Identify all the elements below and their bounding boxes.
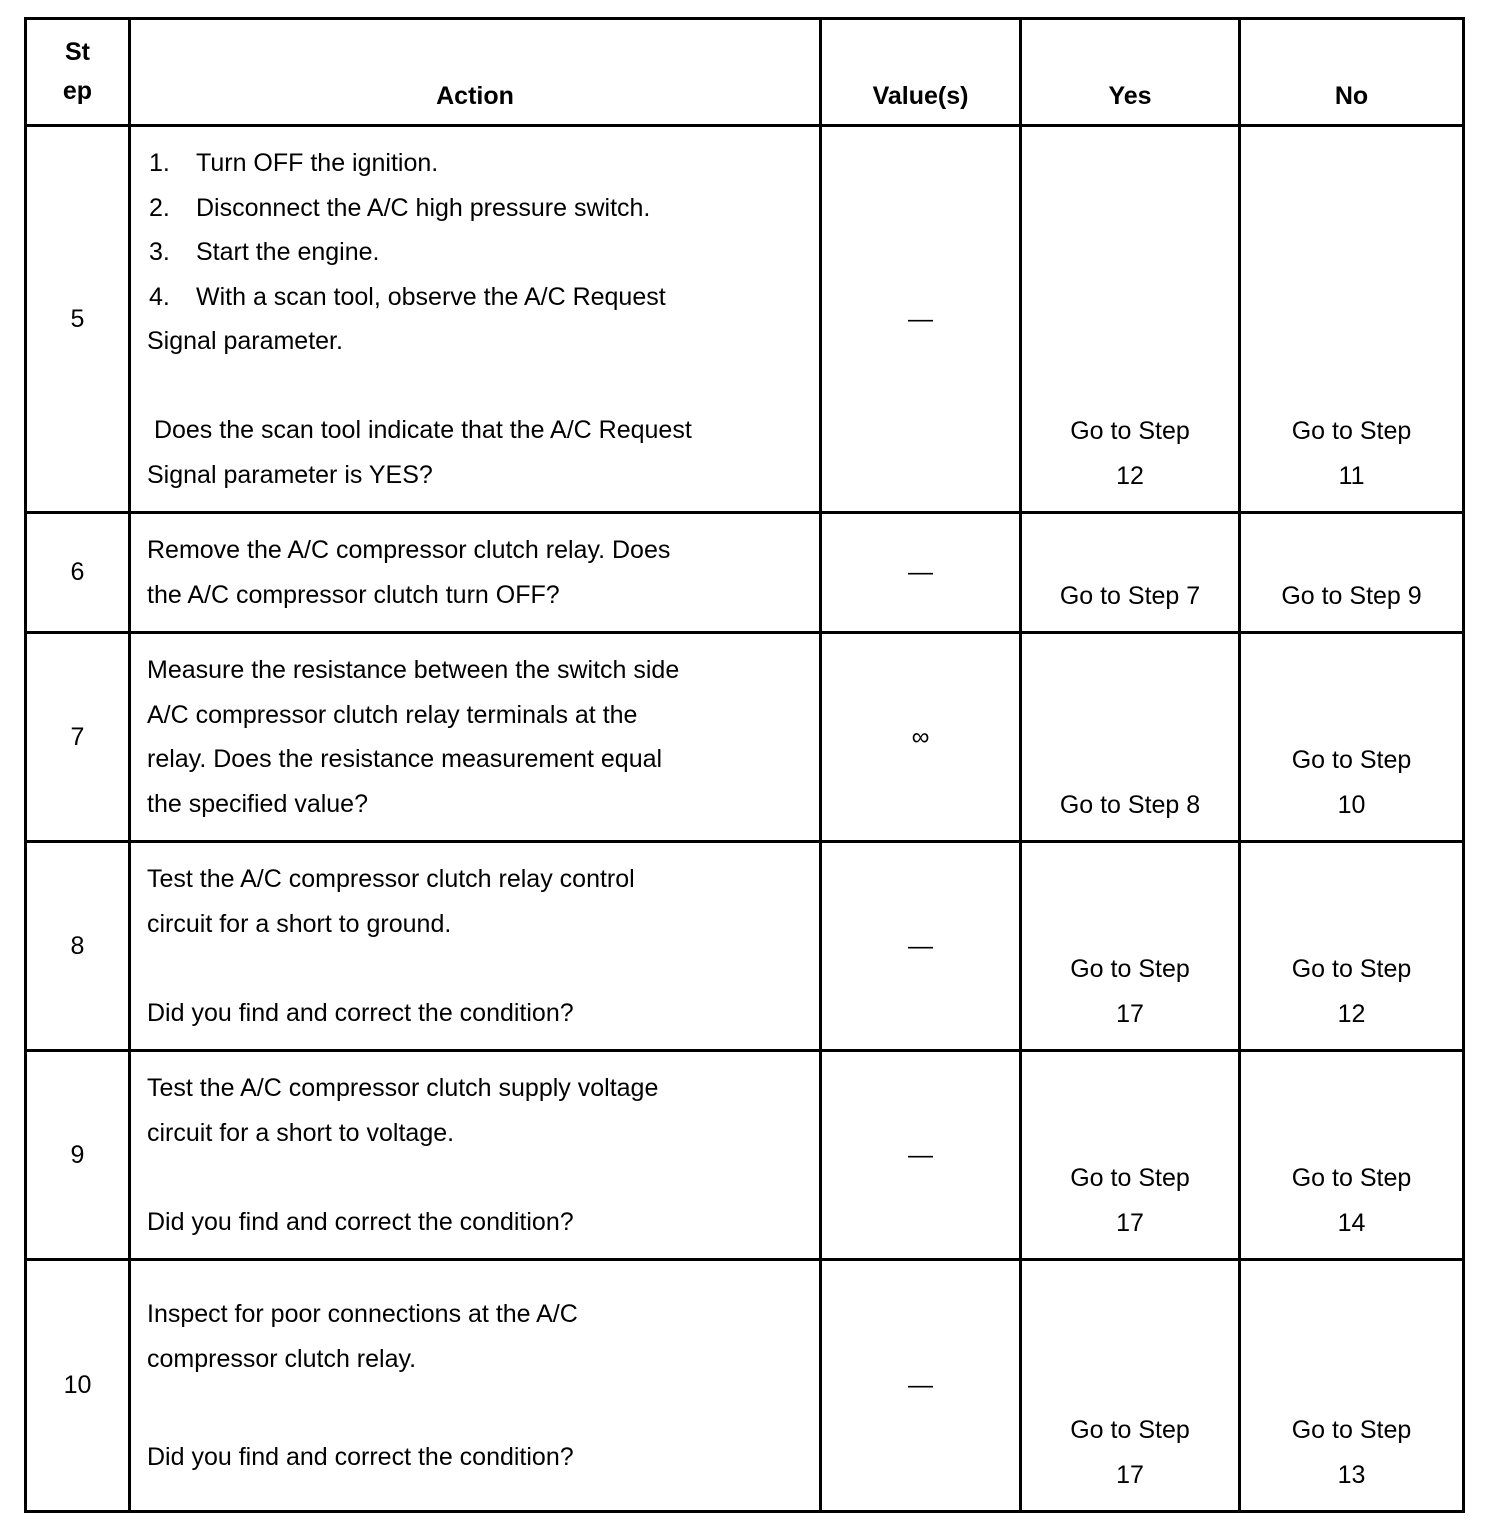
action-cell (130, 126, 821, 513)
table-row (26, 633, 1464, 842)
step-number: 6 (26, 513, 130, 633)
yes-cell (1021, 842, 1240, 1051)
step-number: 7 (26, 633, 130, 842)
action-text: circuit for a short to ground. (147, 909, 452, 938)
list-number: 2. (149, 193, 170, 222)
action-text: Measure the resistance between the switch side (147, 656, 680, 684)
step-number: 8 (26, 842, 130, 1051)
step-number: 5 (26, 126, 130, 513)
no-step: 13 (1337, 1460, 1366, 1489)
header-yes: Yes (1021, 19, 1240, 126)
no-step: 12 (1337, 999, 1366, 1028)
list-item (147, 230, 803, 275)
action-text: compressor clutch relay. (147, 1344, 417, 1373)
header-no: No (1240, 19, 1464, 126)
yes-cell (1021, 1260, 1240, 1512)
action-cell (130, 1260, 821, 1512)
action-text: circuit for a short to voltage. (147, 1118, 455, 1147)
yes-step: 17 (1116, 999, 1144, 1028)
yes-text: Go to Step 8 (1059, 790, 1201, 819)
step-number: 10 (26, 1260, 130, 1512)
no-text: Go to Step (1291, 1416, 1412, 1444)
header-action: Action (130, 19, 821, 126)
action-text: Test the A/C compressor clutch supply voltage (147, 1074, 659, 1102)
list-item (147, 141, 803, 186)
no-cell (1240, 842, 1464, 1051)
action-text: Test the A/C compressor clutch relay control (147, 865, 635, 893)
no-text: Go to Step (1291, 955, 1412, 983)
table-row (26, 1051, 1464, 1260)
yes-text: Go to Step (1070, 1164, 1190, 1192)
header-row (26, 19, 1464, 126)
action-text: the specified value? (147, 789, 368, 818)
yes-step: 12 (1116, 461, 1144, 490)
value-cell: — (821, 842, 1021, 1051)
header-values: Value(s) (821, 19, 1021, 126)
action-text: Signal parameter. (147, 327, 343, 355)
list-text: Turn OFF the ignition. (196, 149, 439, 177)
action-question: Did you find and correct the condition? (147, 998, 574, 1027)
no-step: 11 (1338, 461, 1365, 490)
action-text: A/C compressor clutch relay terminals at the (147, 700, 638, 729)
list-item (147, 275, 803, 320)
diagnostic-table (24, 17, 1465, 1513)
action-question: Does the scan tool indicate that the A/C Request (147, 416, 692, 444)
list-number: 4. (149, 282, 170, 311)
list-number: 1. (149, 149, 170, 177)
table-row (26, 126, 1464, 513)
table-row (26, 1260, 1464, 1512)
yes-text: Go to Step (1070, 955, 1190, 983)
no-cell (1240, 513, 1464, 633)
yes-text: Go to Step (1070, 1416, 1190, 1444)
table-row (26, 513, 1464, 633)
yes-text: Go to Step (1070, 417, 1190, 445)
value-cell: ∞ (821, 633, 1021, 842)
header-step-line-2: ep (62, 77, 93, 105)
no-text: Go to Step (1291, 746, 1412, 774)
list-number: 3. (149, 238, 170, 266)
no-cell (1240, 1260, 1464, 1512)
yes-cell (1021, 633, 1240, 842)
table-row (26, 842, 1464, 1051)
no-text: Go to Step (1291, 417, 1412, 445)
action-text: Remove the A/C compressor clutch relay. Does (147, 536, 671, 564)
list-text: With a scan tool, observe the A/C Request (196, 282, 666, 311)
yes-cell (1021, 513, 1240, 633)
step-number: 9 (26, 1051, 130, 1260)
header-step-line-1: St (65, 38, 90, 66)
no-text: Go to Step (1291, 1164, 1412, 1192)
action-question: Did you find and correct the condition? (147, 1207, 574, 1236)
action-cell (130, 513, 821, 633)
action-cell (130, 633, 821, 842)
no-cell (1240, 633, 1464, 842)
value-cell: — (821, 513, 1021, 633)
value-cell: — (821, 126, 1021, 513)
yes-step: 17 (1116, 1460, 1144, 1489)
yes-text: Go to Step 7 (1059, 581, 1201, 610)
value-cell: — (821, 1051, 1021, 1260)
header-step (26, 19, 130, 126)
list-text: Start the engine. (196, 238, 380, 266)
action-cell (130, 1051, 821, 1260)
yes-cell (1021, 1051, 1240, 1260)
action-cell (130, 842, 821, 1051)
no-cell (1240, 126, 1464, 513)
action-text: the A/C compressor clutch turn OFF? (147, 580, 560, 609)
action-text: relay. Does the resistance measurement equal (147, 745, 663, 773)
yes-cell (1021, 126, 1240, 513)
no-text: Go to Step 9 (1281, 581, 1422, 610)
action-text: Inspect for poor connections at the A/C (147, 1300, 578, 1328)
no-cell (1240, 1051, 1464, 1260)
no-step: 10 (1337, 790, 1366, 819)
list-text: Disconnect the A/C high pressure switch. (196, 193, 651, 222)
value-cell: — (821, 1260, 1021, 1512)
action-question: Signal parameter is YES? (147, 460, 433, 489)
list-item (147, 186, 803, 231)
no-step: 14 (1337, 1208, 1366, 1237)
action-question: Did you find and correct the condition? (147, 1442, 574, 1471)
yes-step: 17 (1116, 1208, 1144, 1237)
